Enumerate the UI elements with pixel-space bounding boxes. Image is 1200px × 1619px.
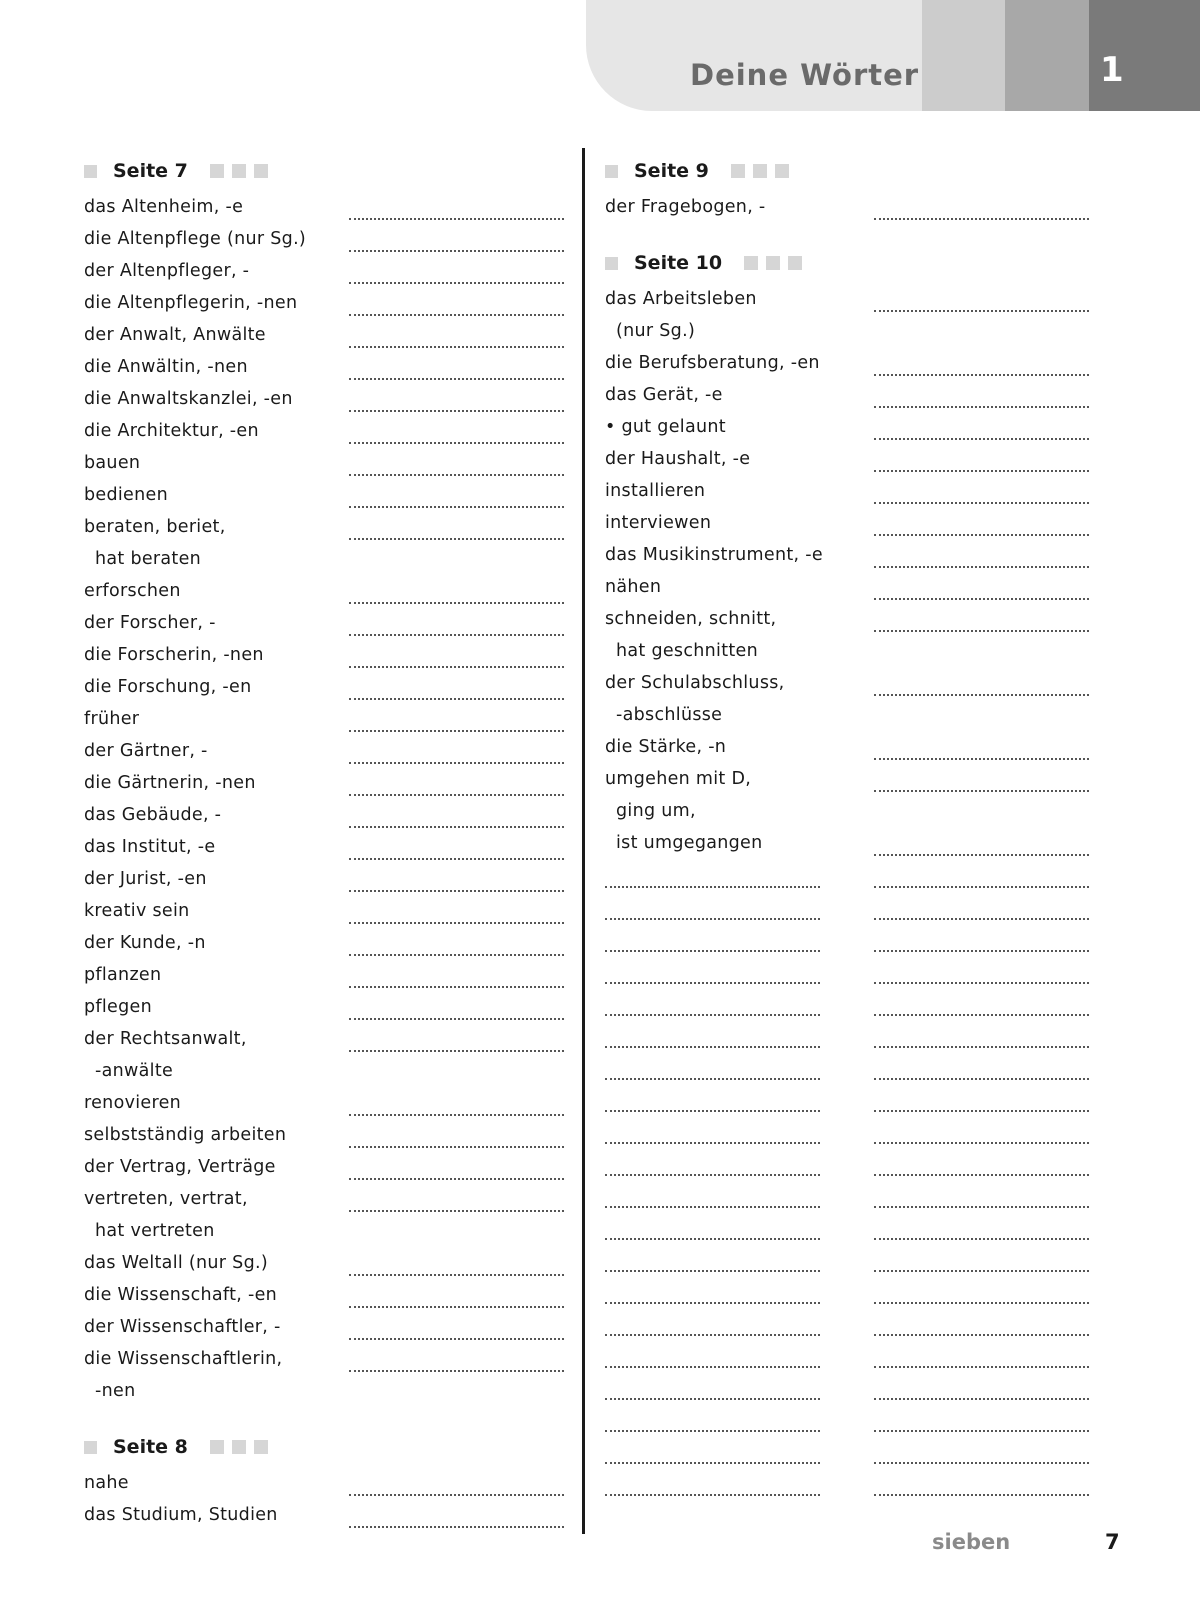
translation-line[interactable] bbox=[349, 1132, 564, 1148]
translation-line[interactable] bbox=[874, 552, 1089, 568]
translation-line[interactable] bbox=[349, 204, 564, 220]
vocab-row bbox=[84, 863, 574, 895]
vocab-row bbox=[84, 1119, 574, 1151]
translation-line[interactable] bbox=[874, 1448, 1089, 1464]
translation-line[interactable] bbox=[605, 1352, 820, 1368]
vocab-word: das Musikinstrument, -e bbox=[605, 545, 823, 565]
vocab-row bbox=[605, 603, 1095, 635]
translation-line[interactable] bbox=[874, 296, 1089, 312]
vocab-word: pflegen bbox=[84, 997, 152, 1017]
vocab-row bbox=[84, 319, 574, 351]
vocab-word: pflanzen bbox=[84, 965, 162, 985]
translation-line[interactable] bbox=[349, 716, 564, 732]
vocab-word: das Gebäude, - bbox=[84, 805, 222, 825]
vocab-row bbox=[84, 287, 574, 319]
vocab-word: hat vertreten bbox=[95, 1221, 215, 1241]
vocab-word: (nur Sg.) bbox=[616, 321, 696, 341]
translation-line[interactable] bbox=[874, 904, 1089, 920]
section-title: Seite 9 bbox=[634, 160, 709, 182]
translation-line[interactable] bbox=[874, 488, 1089, 504]
translation-line[interactable] bbox=[349, 460, 564, 476]
translation-line[interactable] bbox=[605, 1320, 820, 1336]
translation-line[interactable] bbox=[349, 268, 564, 284]
blank-row bbox=[605, 987, 1095, 1019]
translation-line[interactable] bbox=[605, 1416, 820, 1432]
translation-line[interactable] bbox=[874, 424, 1089, 440]
vocab-word: die Anwältin, -nen bbox=[84, 357, 248, 377]
translation-line[interactable] bbox=[874, 1320, 1089, 1336]
translation-line[interactable] bbox=[874, 1064, 1089, 1080]
translation-line[interactable] bbox=[349, 876, 564, 892]
section-decoration bbox=[731, 164, 745, 178]
translation-line[interactable] bbox=[349, 364, 564, 380]
vocab-word: der Gärtner, - bbox=[84, 741, 208, 761]
section-decoration bbox=[744, 256, 758, 270]
vocab-word: bedienen bbox=[84, 485, 168, 505]
blank-row bbox=[605, 1339, 1095, 1371]
translation-line[interactable] bbox=[605, 1064, 820, 1080]
blank-row bbox=[605, 1019, 1095, 1051]
vocab-word: umgehen mit D, bbox=[605, 769, 752, 789]
vocab-word: das Studium, Studien bbox=[84, 1505, 278, 1525]
vocab-word: ging um, bbox=[616, 801, 696, 821]
translation-line[interactable] bbox=[349, 812, 564, 828]
translation-line[interactable] bbox=[349, 524, 564, 540]
vocab-word: die Berufsberatung, -en bbox=[605, 353, 820, 373]
translation-line[interactable] bbox=[349, 300, 564, 316]
translation-line[interactable] bbox=[349, 1036, 564, 1052]
translation-line[interactable] bbox=[874, 1032, 1089, 1048]
section-header bbox=[605, 245, 1095, 281]
vocab-row bbox=[84, 575, 574, 607]
translation-line[interactable] bbox=[349, 844, 564, 860]
vocab-row bbox=[84, 1499, 574, 1531]
vocab-word: -abschlüsse bbox=[616, 705, 723, 725]
section-marker bbox=[605, 257, 618, 270]
vocab-row bbox=[84, 895, 574, 927]
translation-line[interactable] bbox=[349, 1356, 564, 1372]
vocab-word: vertreten, vertrat, bbox=[84, 1189, 248, 1209]
vocab-row bbox=[84, 1279, 574, 1311]
vocab-word: das Institut, -e bbox=[84, 837, 216, 857]
translation-line[interactable] bbox=[605, 968, 820, 984]
vocab-row bbox=[84, 1215, 574, 1247]
translation-line[interactable] bbox=[874, 204, 1089, 220]
vocab-word: beraten, beriet, bbox=[84, 517, 226, 537]
translation-line[interactable] bbox=[874, 936, 1089, 952]
vocab-word: die Forscherin, -nen bbox=[84, 645, 264, 665]
blank-row bbox=[605, 859, 1095, 891]
vocab-row bbox=[84, 1375, 574, 1407]
translation-line[interactable] bbox=[605, 1384, 820, 1400]
translation-line[interactable] bbox=[605, 1288, 820, 1304]
vocab-word: nähen bbox=[605, 577, 662, 597]
vocab-row bbox=[84, 607, 574, 639]
translation-line[interactable] bbox=[349, 1324, 564, 1340]
section-decoration bbox=[254, 164, 268, 178]
blank-row bbox=[605, 955, 1095, 987]
translation-line[interactable] bbox=[349, 1196, 564, 1212]
vocab-word: die Wissenschaftlerin, bbox=[84, 1349, 283, 1369]
vocab-row bbox=[84, 1343, 574, 1375]
vocab-row bbox=[84, 767, 574, 799]
vocab-word: das Gerät, -e bbox=[605, 385, 723, 405]
blank-row bbox=[605, 1467, 1095, 1499]
translation-line[interactable] bbox=[349, 588, 564, 604]
translation-line[interactable] bbox=[605, 904, 820, 920]
left-column bbox=[84, 153, 574, 1531]
vocab-row bbox=[84, 703, 574, 735]
section-decoration bbox=[210, 1440, 224, 1454]
translation-line[interactable] bbox=[605, 1032, 820, 1048]
translation-line[interactable] bbox=[874, 1192, 1089, 1208]
translation-line[interactable] bbox=[349, 332, 564, 348]
page-number: 7 bbox=[1105, 1530, 1120, 1554]
translation-line[interactable] bbox=[874, 1128, 1089, 1144]
translation-line[interactable] bbox=[874, 520, 1089, 536]
vocab-row bbox=[84, 1087, 574, 1119]
translation-line[interactable] bbox=[605, 1192, 820, 1208]
page-number-word: sieben bbox=[932, 1530, 1011, 1554]
vocab-row bbox=[84, 351, 574, 383]
vocab-word: nahe bbox=[84, 1473, 129, 1493]
section-header bbox=[605, 153, 1095, 189]
vocab-row bbox=[84, 511, 574, 543]
translation-line[interactable] bbox=[349, 236, 564, 252]
vocab-word: renovieren bbox=[84, 1093, 182, 1113]
translation-line[interactable] bbox=[874, 872, 1089, 888]
translation-line[interactable] bbox=[349, 684, 564, 700]
blank-row bbox=[605, 923, 1095, 955]
vocab-row bbox=[84, 735, 574, 767]
translation-line[interactable] bbox=[605, 1000, 820, 1016]
vocab-row bbox=[84, 1247, 574, 1279]
translation-line[interactable] bbox=[349, 1004, 564, 1020]
vocab-row bbox=[84, 383, 574, 415]
translation-line[interactable] bbox=[874, 616, 1089, 632]
translation-line[interactable] bbox=[349, 396, 564, 412]
vocab-row bbox=[84, 671, 574, 703]
vocab-row bbox=[605, 763, 1095, 795]
vocab-row bbox=[84, 991, 574, 1023]
vocab-row bbox=[605, 539, 1095, 571]
blank-row bbox=[605, 1307, 1095, 1339]
vocab-row bbox=[605, 571, 1095, 603]
section-decoration bbox=[766, 256, 780, 270]
vocab-row bbox=[84, 479, 574, 511]
vocab-word: ist umgegangen bbox=[616, 833, 763, 853]
vocab-word: der Wissenschaftler, - bbox=[84, 1317, 281, 1337]
blank-row bbox=[605, 1083, 1095, 1115]
blank-row bbox=[605, 1115, 1095, 1147]
header-tab bbox=[586, 0, 922, 111]
vocab-word: das Altenheim, -e bbox=[84, 197, 244, 217]
vocab-row bbox=[84, 223, 574, 255]
translation-line[interactable] bbox=[605, 1160, 820, 1176]
translation-line[interactable] bbox=[349, 1164, 564, 1180]
vocab-word: der Haushalt, -e bbox=[605, 449, 751, 469]
translation-line[interactable] bbox=[605, 1224, 820, 1240]
translation-line[interactable] bbox=[349, 748, 564, 764]
vocab-word: das Weltall (nur Sg.) bbox=[84, 1253, 268, 1273]
vocab-word: der Anwalt, Anwälte bbox=[84, 325, 266, 345]
vocab-row bbox=[605, 475, 1095, 507]
translation-line[interactable] bbox=[349, 1292, 564, 1308]
vocab-row bbox=[84, 1055, 574, 1087]
vocab-word: bauen bbox=[84, 453, 141, 473]
translation-line[interactable] bbox=[605, 936, 820, 952]
blank-row bbox=[605, 1275, 1095, 1307]
vocab-row bbox=[84, 1467, 574, 1499]
translation-line[interactable] bbox=[874, 744, 1089, 760]
vocab-row bbox=[605, 827, 1095, 859]
translation-line[interactable] bbox=[349, 908, 564, 924]
vocab-word: die Wissenschaft, -en bbox=[84, 1285, 278, 1305]
section-title: Seite 8 bbox=[113, 1436, 188, 1458]
vocab-word: der Schulabschluss, bbox=[605, 673, 785, 693]
translation-line[interactable] bbox=[874, 1160, 1089, 1176]
vocab-word: • gut gelaunt bbox=[605, 417, 726, 437]
vocab-row bbox=[605, 699, 1095, 731]
translation-line[interactable] bbox=[874, 1352, 1089, 1368]
vocab-word: die Forschung, -en bbox=[84, 677, 252, 697]
vocab-row bbox=[605, 379, 1095, 411]
translation-line[interactable] bbox=[874, 776, 1089, 792]
vocab-row bbox=[84, 639, 574, 671]
vocab-row bbox=[605, 731, 1095, 763]
translation-line[interactable] bbox=[605, 1480, 820, 1496]
blank-row bbox=[605, 1147, 1095, 1179]
vocab-row bbox=[84, 959, 574, 991]
blank-row bbox=[605, 1179, 1095, 1211]
translation-line[interactable] bbox=[349, 972, 564, 988]
vocab-row bbox=[605, 635, 1095, 667]
section-decoration bbox=[210, 164, 224, 178]
vocab-row bbox=[84, 447, 574, 479]
vocab-word: die Altenpflegerin, -nen bbox=[84, 293, 298, 313]
vocab-word: die Gärtnerin, -nen bbox=[84, 773, 256, 793]
vocab-row bbox=[605, 443, 1095, 475]
translation-line[interactable] bbox=[605, 1256, 820, 1272]
vocab-row bbox=[605, 283, 1095, 315]
vocab-row bbox=[605, 347, 1095, 379]
section-decoration bbox=[775, 164, 789, 178]
section-decoration bbox=[788, 256, 802, 270]
translation-line[interactable] bbox=[349, 940, 564, 956]
translation-line[interactable] bbox=[605, 1448, 820, 1464]
translation-line[interactable] bbox=[349, 1480, 564, 1496]
translation-line[interactable] bbox=[874, 1416, 1089, 1432]
translation-line[interactable] bbox=[349, 428, 564, 444]
vocab-word: -nen bbox=[95, 1381, 136, 1401]
translation-line[interactable] bbox=[874, 584, 1089, 600]
translation-line[interactable] bbox=[605, 1128, 820, 1144]
translation-line[interactable] bbox=[874, 360, 1089, 376]
section-spacer bbox=[605, 223, 1095, 245]
vocab-row bbox=[605, 667, 1095, 699]
blank-row bbox=[605, 1435, 1095, 1467]
vocab-word: der Fragebogen, - bbox=[605, 197, 766, 217]
translation-line[interactable] bbox=[874, 840, 1089, 856]
translation-line[interactable] bbox=[874, 1096, 1089, 1112]
translation-line[interactable] bbox=[874, 1288, 1089, 1304]
vocab-row bbox=[605, 315, 1095, 347]
vocab-row bbox=[605, 191, 1095, 223]
vocab-row bbox=[84, 1151, 574, 1183]
vocab-word: früher bbox=[84, 709, 140, 729]
vocab-word: interviewen bbox=[605, 513, 712, 533]
vocab-word: der Kunde, -n bbox=[84, 933, 206, 953]
vocab-word: die Stärke, -n bbox=[605, 737, 727, 757]
chapter-number: 1 bbox=[1100, 50, 1124, 90]
vocab-word: der Jurist, -en bbox=[84, 869, 207, 889]
header-block-light bbox=[922, 0, 1005, 111]
translation-line[interactable] bbox=[874, 1480, 1089, 1496]
vocab-word: -anwälte bbox=[95, 1061, 174, 1081]
vocab-word: die Architektur, -en bbox=[84, 421, 259, 441]
section-marker bbox=[84, 1441, 97, 1454]
vocab-word: der Rechtsanwalt, bbox=[84, 1029, 247, 1049]
vocab-row bbox=[605, 507, 1095, 539]
column-divider bbox=[582, 148, 585, 1534]
vocab-word: kreativ sein bbox=[84, 901, 190, 921]
translation-line[interactable] bbox=[349, 492, 564, 508]
vocab-row bbox=[84, 415, 574, 447]
vocab-word: hat geschnitten bbox=[616, 641, 758, 661]
vocab-word: schneiden, schnitt, bbox=[605, 609, 777, 629]
section-decoration bbox=[232, 164, 246, 178]
header-block-medium bbox=[1005, 0, 1089, 111]
section-decoration bbox=[753, 164, 767, 178]
vocab-row bbox=[84, 927, 574, 959]
vocab-row bbox=[84, 831, 574, 863]
translation-line[interactable] bbox=[874, 1256, 1089, 1272]
section-marker bbox=[605, 165, 618, 178]
vocab-row bbox=[84, 543, 574, 575]
translation-line[interactable] bbox=[349, 780, 564, 796]
page-title: Deine Wörter bbox=[690, 58, 920, 92]
vocab-word: hat beraten bbox=[95, 549, 202, 569]
translation-line[interactable] bbox=[605, 872, 820, 888]
section-title: Seite 7 bbox=[113, 160, 188, 182]
vocab-word: der Altenpfleger, - bbox=[84, 261, 250, 281]
translation-line[interactable] bbox=[349, 652, 564, 668]
vocab-row bbox=[84, 799, 574, 831]
vocab-row bbox=[605, 795, 1095, 827]
blank-row bbox=[605, 1403, 1095, 1435]
section-title: Seite 10 bbox=[634, 252, 723, 274]
vocab-row bbox=[84, 1183, 574, 1215]
translation-line[interactable] bbox=[874, 392, 1089, 408]
vocab-word: der Vertrag, Verträge bbox=[84, 1157, 276, 1177]
vocab-row bbox=[84, 1023, 574, 1055]
vocab-row bbox=[84, 255, 574, 287]
vocab-word: das Arbeitsleben bbox=[605, 289, 757, 309]
vocab-row bbox=[605, 411, 1095, 443]
vocab-row bbox=[84, 191, 574, 223]
right-column bbox=[605, 153, 1095, 1499]
vocab-word: erforschen bbox=[84, 581, 181, 601]
translation-line[interactable] bbox=[874, 456, 1089, 472]
blank-row bbox=[605, 1051, 1095, 1083]
vocab-row bbox=[84, 1311, 574, 1343]
blank-row bbox=[605, 1243, 1095, 1275]
translation-line[interactable] bbox=[874, 680, 1089, 696]
vocab-word: die Altenpflege (nur Sg.) bbox=[84, 229, 307, 249]
translation-line[interactable] bbox=[349, 1512, 564, 1528]
translation-line[interactable] bbox=[874, 1384, 1089, 1400]
blank-row bbox=[605, 1371, 1095, 1403]
section-marker bbox=[84, 165, 97, 178]
translation-line[interactable] bbox=[874, 1000, 1089, 1016]
vocab-word: installieren bbox=[605, 481, 706, 501]
blank-row bbox=[605, 1211, 1095, 1243]
translation-line[interactable] bbox=[349, 1100, 564, 1116]
translation-line[interactable] bbox=[605, 1096, 820, 1112]
vocab-word: selbstständig arbeiten bbox=[84, 1125, 287, 1145]
vocab-word: die Anwaltskanzlei, -en bbox=[84, 389, 293, 409]
section-spacer bbox=[84, 1407, 574, 1429]
translation-line[interactable] bbox=[874, 968, 1089, 984]
translation-line[interactable] bbox=[349, 1260, 564, 1276]
translation-line[interactable] bbox=[874, 1224, 1089, 1240]
vocab-word: der Forscher, - bbox=[84, 613, 216, 633]
section-header bbox=[84, 1429, 574, 1465]
section-decoration bbox=[232, 1440, 246, 1454]
section-decoration bbox=[254, 1440, 268, 1454]
blank-row bbox=[605, 891, 1095, 923]
translation-line[interactable] bbox=[349, 620, 564, 636]
section-header bbox=[84, 153, 574, 189]
